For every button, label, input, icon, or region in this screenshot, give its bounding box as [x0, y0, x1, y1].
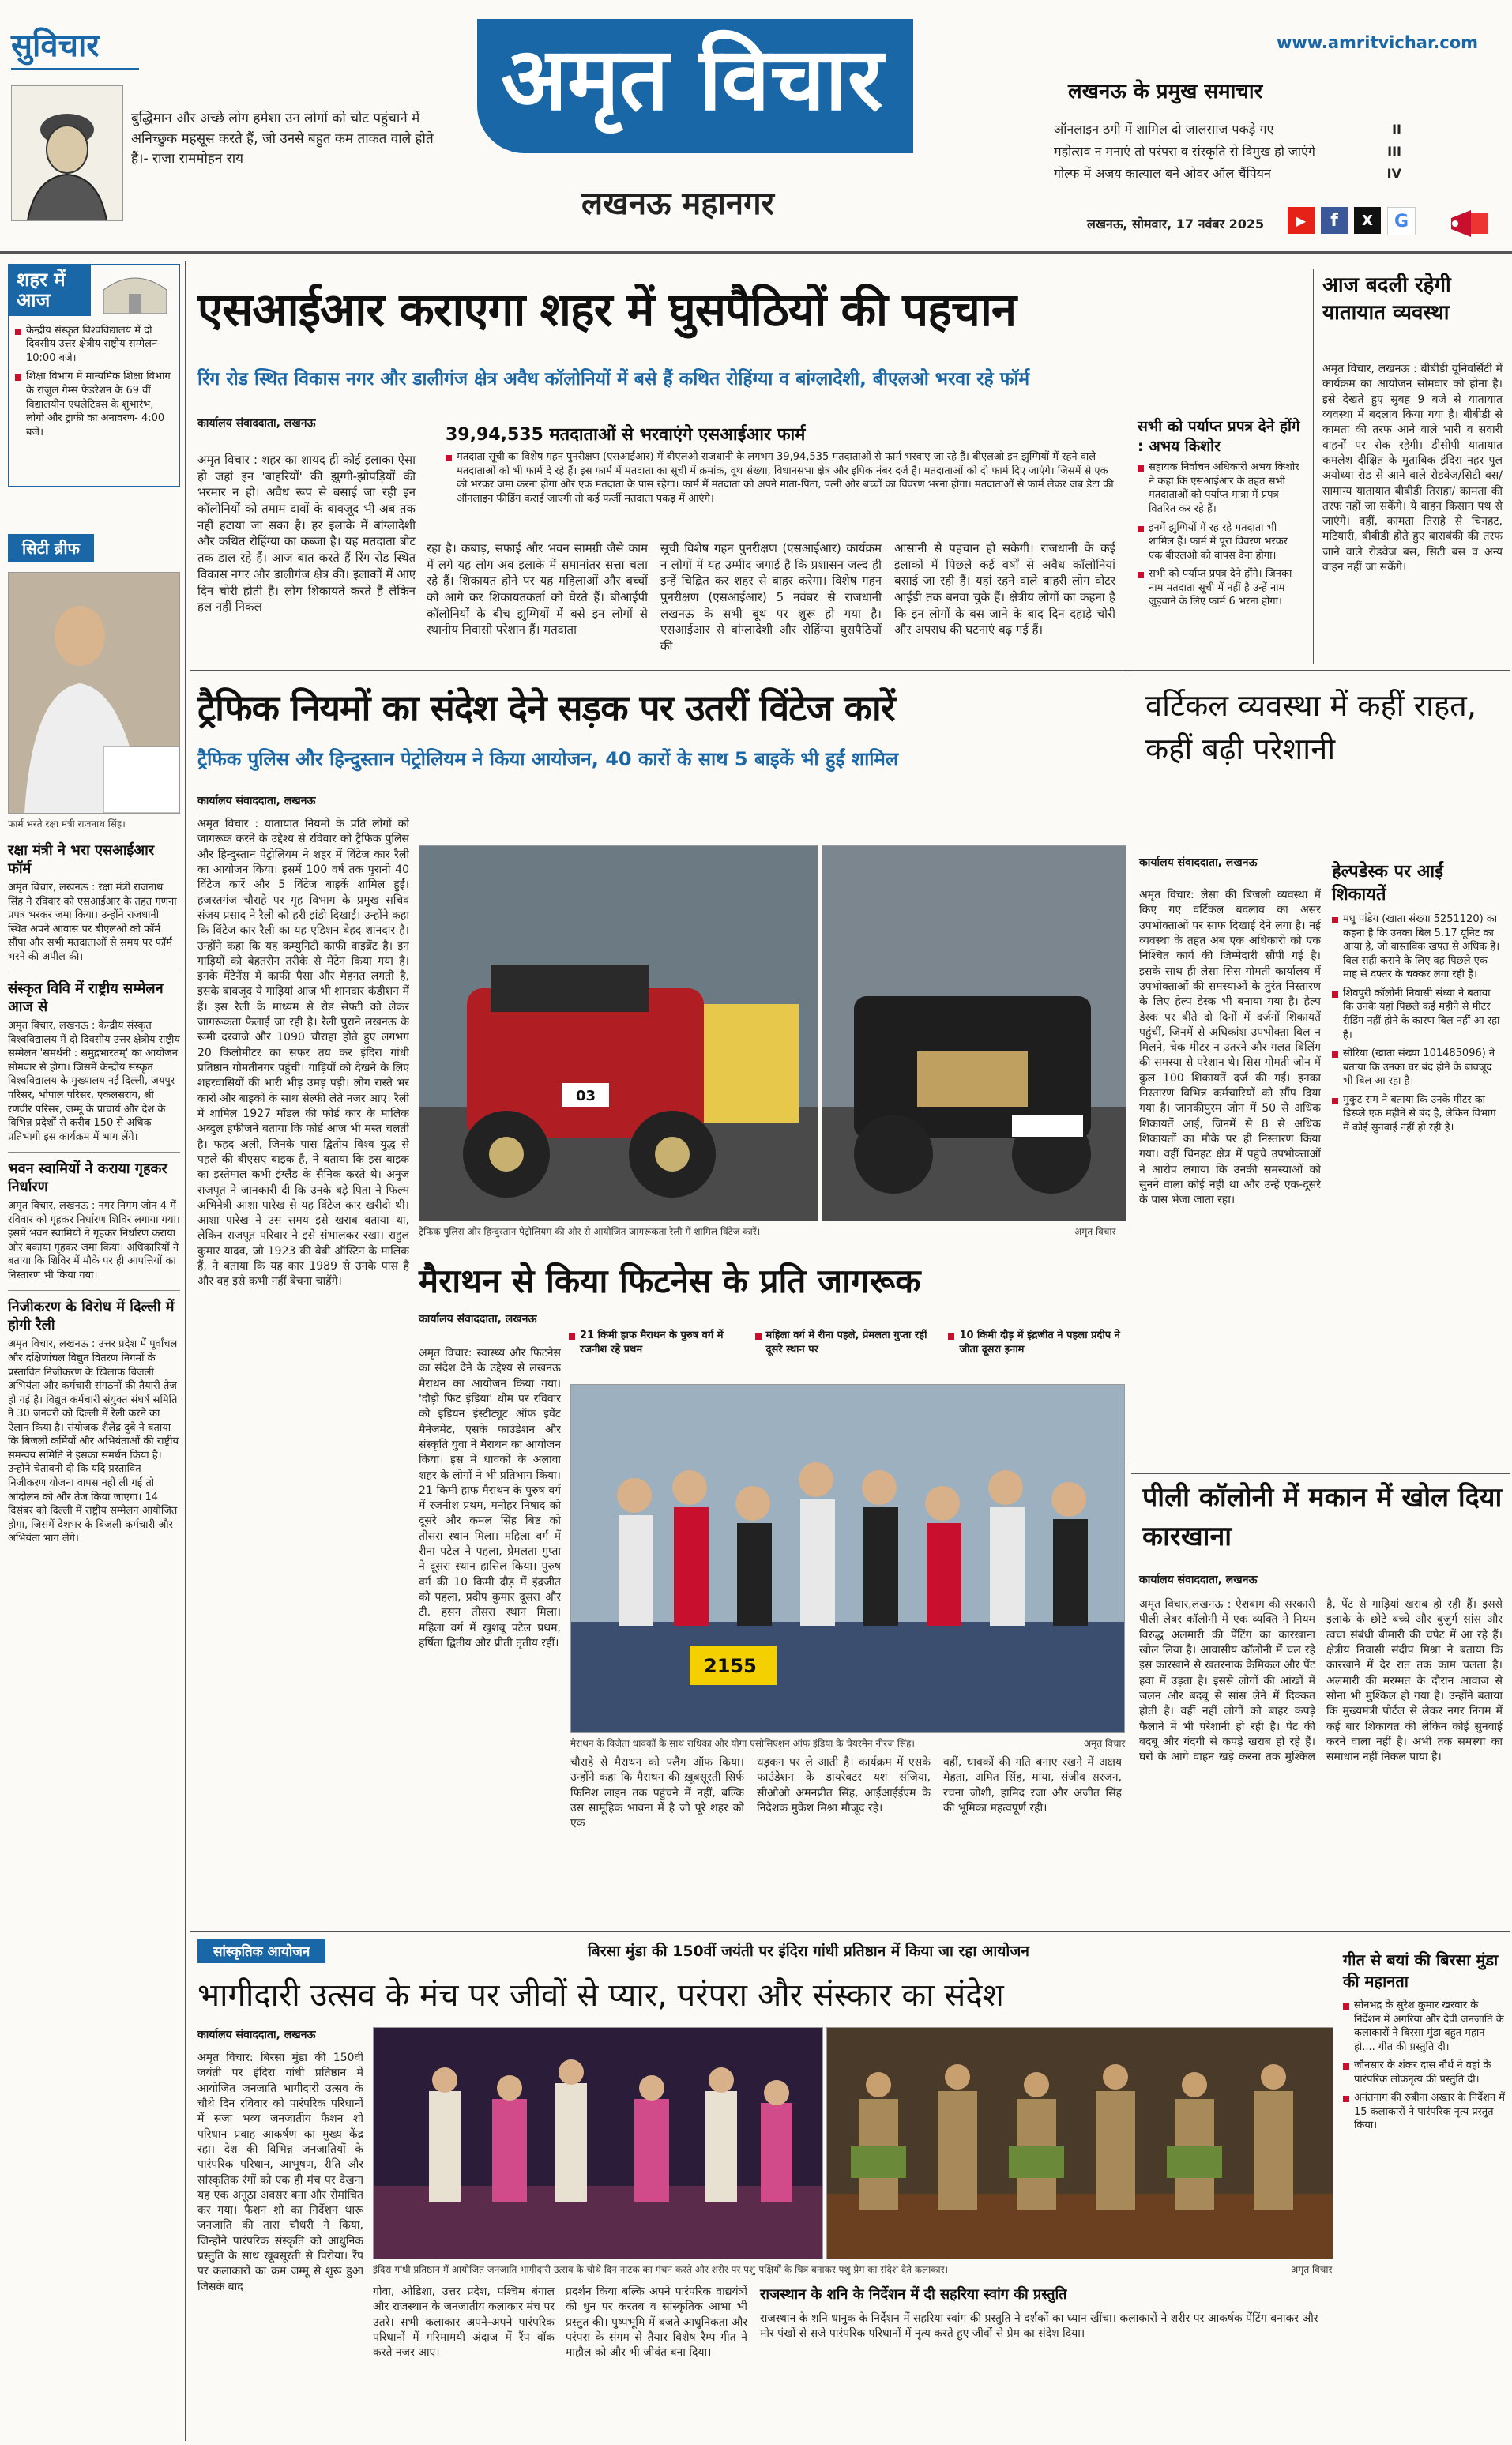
birsa-side-box: [1343, 1950, 1506, 2138]
lead-byline: कार्यालय संवाददाता, लखनऊ: [197, 417, 316, 430]
marathon-headline[interactable]: मैराथन से किया फिटनेस के प्रति जागरूक: [419, 1262, 921, 1300]
culture-body-col2: गोवा, ओडिशा, उत्तर प्रदेश, पश्चिम बंगाल और राजस्थान के जनजातीय कलाकार मंच पर उतरे। सभी कलाकार अपने-अपने पारंपरिक परिधानों में गरिमामयी अंदाज में रैंप वॉक करते नजर आए।: [373, 2285, 555, 2360]
stage-box-title: राजस्थान के शनि के निर्देशन में दी सहरिया स्वांग की प्रस्तुति: [760, 2286, 1067, 2303]
side-box-item: इनमें झुग्गियों में रह रहे मतदाता भी शामिल हैं। फार्म में पूरा विवरण भरकर एक बीएलओ को वापस देना होगा।: [1138, 521, 1303, 563]
lead-body-col3: सूची विशेष गहन पुनरीक्षण (एसआईआर) कार्यक्रम न लोगों में यह उम्मीद जगाई है कि प्रशासन जल्द ही इन्हें चिह्नित कर शहर से बाहर करेगा। विशेष गहन पुनरीक्षण (एसआईआर) 5 नवंबर से राजधानी लखनऊ के सभी बूथ पर शुरू हो गया है। एसआईआर से बांग्लादेशी और रोहिंग्या घुसपैठियों की: [660, 541, 882, 654]
website-url[interactable]: www.amritvichar.com: [1277, 33, 1479, 52]
prominent-news-title: लखनऊ के प्रमुख समाचार: [1068, 80, 1263, 103]
peeli-body: अमृत विचार,लखनऊ : ऐशबाग की सरकारी पीली लेबर कॉलोनी में एक व्यक्ति ने नियम विरुद्ध अलमारी की पेंटिंग का कारखाना खोल लिया है। आवासीय कॉलोनी में चल रहे इस कारखाने से खतरनाक केमिकल और पेंट हवा में उड़ता है। इससे लोगों की आंखों में जलन और बदबू से सांस लेने में दिक्कत होती है। वहीं नहीं लोगों को बाहर कपड़े फैलाने में भी परेशानी हो रही है। पेंट की बदबू और गंदगी से कपड़े खराब हो रहे हैं। घरों के आगे वाहन खड़े करना तक मुश्किल है, पेंट से गाड़ियां खराब हो रही हैं। इससे इलाके के छोटे बच्चे और बुजुर्ग सांस और त्वचा संबंधी बीमारी की चपेट में आ रहे हैं। क्षेत्रीय निवासी संदीप मिश्रा ने बताया कि कारखाने में देर रात तक काम चलता है। अलमारी की मरम्मत के दौरान आवाज से सोना भी मुश्किल हो गया है। उन्होंने बताया कि मुख्यमंत्री पोर्टल से लेकर नगर निगम में कई बार शिकायत की लेकिन कोई सुनवाई करने वाला नहीं है। अभी तक समस्या का समाधान नहीं निकल पाया है।: [1139, 1598, 1503, 1764]
side-box-item: सभी को पर्याप्त प्रपत्र देने होंगे। जिनका नाम मतदाता सूची में नहीं है उन्हें नाम जुड़वाने के लिए फार्म 6 भरना होगा।: [1138, 567, 1303, 609]
car-plate-number: 03: [576, 1088, 596, 1104]
helpdesk-item: मधु पांडेय (खाता संख्या 5251120) का कहना है कि उनका बिल 5.17 यूनिट का आया है, जो वास्तविक खपत से अधिक है। बिल सही कराने के लिए वह पिछले एक माह से दफ्तर के चक्कर लगा रही हैं।: [1332, 912, 1503, 982]
social-icons: [1288, 207, 1416, 235]
paper-logo: [477, 19, 913, 153]
x-icon[interactable]: X: [1354, 207, 1381, 234]
city-brief-title: सिटी ब्रीफ: [8, 534, 94, 562]
page-number: II: [1392, 122, 1401, 137]
culture-photo-right: [826, 2027, 1333, 2259]
culture-byline: कार्यालय संवाददाता, लखनऊ: [197, 2029, 316, 2041]
quote-text: बुद्धिमान और अच्छे लोग हमेशा उन लोगों को चोट पहुंचाने में अनिच्छुक महसूस करते हैं, जो उनसे बहुत कम ताकत वाले होते हैं।- राजा राममोहन राय: [131, 111, 434, 167]
google-icon[interactable]: G: [1387, 207, 1416, 235]
marathon-bib-number: 2155: [704, 1655, 757, 1677]
lead-body-col1: अमृत विचार : शहर का शायद ही कोई इलाका ऐसा हो जहां इन 'बाहरियों' की झुग्गी-झोपड़ियों की भरमार न हो। अवैध रूप से बसाई जा रही इन कॉलोनियों को तमाम दावों के बावजूद भी अब तक नहीं हटाया जा सका है। हर इलाके में बांग्लादेशी और कथित रोहिंग्या का कब्जा है। यह मतदाता बोट तक डाल रहे हैं। आज बात करते हैं रिंग रोड स्थित विकास नगर और डालीगंज क्षेत्र की। इलाकों में आए दिन चोरी होती है। लोग शिकायतें करते हैं लेकिन हल नहीं निकल: [197, 453, 416, 615]
megaphone-icon: [1447, 204, 1495, 243]
marathon-highlight: 10 किमी दौड़ में इंद्रजीत ने पहला प्रदीप ने जीता दूसरा इनाम: [948, 1329, 1122, 1356]
vintage-photo-credit: अमृत विचार: [1074, 1226, 1116, 1237]
prominent-item[interactable]: गोल्फ में अजय कात्याल बने ओवर ऑल चैंपियन IV: [1054, 163, 1401, 185]
marathon-highlights: [569, 1329, 1122, 1361]
paper-name: अमृत विचार: [501, 28, 883, 130]
masthead-rule: [0, 251, 1512, 254]
marathon-photo-caption: मैराथन के विजेता धावकों के साथ राधिका और योगा एसोसिएशन ऑफ इंडिया के चेयरमैन नीरज सिंह।: [570, 1738, 915, 1749]
culture-top-rule: [190, 1931, 1510, 1932]
brief-column: [8, 842, 180, 1546]
culture-body-col3: प्रदर्शन किया बल्कि अपने पारंपरिक वाद्ययंत्रों की धुन पर करतब व सांस्कृतिक आभा भी प्रस्तुत की। पुष्पभूमि में बजते आधुनिकता और परंपरा के संगम से तैयार विशेष रैम्प गीत ने माहौल को और भी जीवंत बना दिया।: [566, 2285, 747, 2360]
page-number: IV: [1386, 166, 1401, 181]
city-box: [8, 264, 180, 487]
issue-date: लखनऊ, सोमवार, 17 नवंबर 2025: [1087, 216, 1265, 231]
lead-body-col2: रहा है। कबाड़, सफाई और भवन सामग्री जैसे काम में लगे यह लोग अब इलाके में समानांतर सत्ता चला रहे हैं। शिकायत होने पर यह महिलाओं और बच्चों को आगे कर शिकायतकर्ता को घेरते हैं। बीआईपी कॉलोनियों के बीच झुग्गियों में बसे इन लोगों से स्थानीय निवासी परेशान हैं। मतदाता: [427, 541, 648, 638]
culture-photo-left: [373, 2027, 823, 2259]
city-brief-label: [8, 534, 179, 562]
vintage-car-photo-right: [822, 845, 1126, 1221]
vintage-byline: कार्यालय संवाददाता, लखनऊ: [197, 795, 316, 807]
peeli-byline: कार्यालय संवाददाता, लखनऊ: [1139, 1574, 1258, 1586]
culture-headline[interactable]: भागीदारी उत्सव के मंच पर जीवों से प्यार, परंपरा और संस्कार का संदेश: [197, 1977, 1004, 2014]
lead-body-col4: आसानी से पहचान हो सकेगी। राजधानी के कई इलाकों में पिछले कई वर्षों से अवैध कॉलोनियां बसाई जा रही हैं। यहां रहने वाले बाहरी लोग वोटर आईडी तक बनवा चुके हैं। क्षेत्रीय लोगों का कहना है कि इन लोगों के बस जाने के बाद दिन दहाड़े चोरी और अपराध की घटनाएं बढ़ गई हैं।: [894, 541, 1115, 638]
city-event-item: केन्द्रीय संस्कृत विश्वविद्यालय में दो दिवसीय उत्तर क्षेत्रीय राष्ट्रीय सम्मेलन- 10:00 बजे।: [15, 324, 173, 366]
side-box-item: सहायक निर्वाचन अधिकारी अभय किशोर ने कहा कि एसआईआर के तहत सभी मतदाताओं को पर्याप्त मात्रा में प्रपत्र वितरित कर रहे हैं।: [1138, 461, 1303, 516]
marathon-highlight: 21 किमी हाफ मैराथन के पुरुष वर्ग में रजनीश रहे प्रथम: [569, 1329, 743, 1356]
culture-section-tag: सांस्कृतिक आयोजन: [197, 1939, 325, 1963]
prominent-item[interactable]: ऑनलाइन ठगी में शामिल दो जालसाज पकड़े गए II: [1054, 118, 1401, 141]
raja-rammohan-roy-portrait: [11, 85, 123, 221]
vintage-car-photo-left: [419, 845, 818, 1221]
peeli-top-rule: [1131, 1473, 1510, 1474]
stage-box-body: राजस्थान के शनि धानुक के निर्देशन में सहरिया स्वांग की प्रस्तुति ने दर्शकों का ध्यान खींचा। कलाकारों ने शरीर पर आकर्षक पेंटिंग बनाकर और मोर पंखों से सजे पारंपरिक परिधानों में नृत्य करते हुए जीवों से प्रेम का संदेश दिया।: [760, 2312, 1318, 2340]
brief-body: अमृत विचार, लखनऊ : उत्तर प्रदेश में पूर्वांचल और दक्षिणांचल विद्युत वितरण निगमों के प्रस्तावित निजीकरण के खिलाफ बिजली अभियंता और कर्मचारी संगठनों की तैयारी तेज हो गई है। विद्युत कर्मचारी संयुक्त संघर्ष समिति ने 30 जनवरी को दिल्ली में रैली करने का ऐलान किया है। संयोजक शैलेंद्र दुबे ने बताया कि बिजली कर्मियों और अभियंताओं की राष्ट्रीय समन्वय समिति ने इसका समर्थन किया है। उन्होंने चेतावनी दी कि यदि प्रस्तावित निजीकरण योजना वापस नहीं ली गई तो आंदोलन को और तेज किया जाएगा। 14 दिसंबर को दिल्ली में राष्ट्रीय सम्मेलन आयोजित होगा, जिसमें देशभर के बिजली कर्मचारी और अभियंता भाग लेंगे।: [8, 1338, 179, 1545]
traffic-body: अमृत विचार, लखनऊ : बीबीडी यूनिवर्सिटी में कार्यक्रम का आयोजन सोमवार को होना है। इसे देखते हुए सुबह 9 बजे से यातायात व्यवस्था में बदलाव किया गया है। बीबीडी से कामता की तरफ आने वाले भारी व सवारी वाहनों पर रोक रहेगी। डीसीपी यातायात कमलेश दीक्षित के मुताबिक इंदिरा नहर पुल अयोध्या रोड से आने वाले रोडवेज/सिटी बस/ सामान्य यातायात बीबीडी तिराहा/ कामता की तरफ नहीं जा सकेंगे। ये वाहन किसान पथ से जाएंगे। वहीं, कामता तिराहे से चिनहट, मटियारी, बीबीडी होते हुए बाराबंकी की तरफ जाने वाले रोडवेज बस, सिटी बस व अन्य वाहन नहीं जा सकेंगे।: [1322, 363, 1503, 574]
birsa-side-item: जौनसार के शंकर दास नौर्थ ने वहां के पारंपरिक लोकनृत्य की प्रस्तुति दी।: [1343, 2059, 1506, 2086]
culture-kicker: बिरसा मुंडा की 150वीं जयंती पर इंदिरा गांधी प्रतिष्ठान में किया जा रहा आयोजन: [588, 1943, 1029, 1960]
marathon-byline: कार्यालय संवाददाता, लखनऊ: [419, 1313, 537, 1326]
helpdesk-item: मुकुट राम ने बताया कि उनके मीटर का डिस्प्ले एक महीने से बंद है, लेकिन विभाग में कोई सुनवाई नहीं हो रही है।: [1332, 1093, 1503, 1135]
right-column-divider: [1313, 269, 1314, 664]
lead-side-box: [1138, 417, 1303, 614]
marathon-body-col4: वहीं, धावकों की गति बनाए रखने में अक्षय मेहता, अमित सिंह, माया, संजीव सरजन, रचना जोशी, हामिद रजा और अजीत सिंह की भूमिका महत्वपूर्ण रही।: [943, 1756, 1122, 1815]
culture-photo-caption: इंदिरा गांधी प्रतिष्ठान में आयोजित जनजाति भागीदारी उत्सव के चौथे दिन नाटक का मंचन करते और शरीर पर पशु-पक्षियों के चित्र बनाकर पशु प्रेम का संदेश देते कलाकार।: [373, 2264, 949, 2275]
rajnath-singh-photo: [8, 572, 180, 814]
culture-body-col1: अमृत विचार: बिरसा मुंडा की 150वीं जयंती पर इंदिरा गांधी प्रतिष्ठान में आयोजित जनजाति भागीदारी उत्सव के चौथे दिन रविवार को पारंपरिक परिधानों में सजा भव्य जनजातीय फैशन शो परिधान प्रवाह आकर्षण का मुख्य केंद्र रहा। देश की विभिन्न जनजातियों के पारंपरिक परिधान, आभूषण, रीति और सांस्कृतिक रंगों को एक ही मंच पर देखना यह एक अनूठा अवसर बना और रोमांचित कर गया। फैशन शो का निर्देशन थारू जनजाति की तारा चौधरी ने किया, जिन्होंने पारंपरिक संस्कृति को आधुनिक प्रस्तुति के साथ खूबसूरती से पिरोया। रैंप पर कलाकारों का क्रम जम्मू से शुरू हुआ जिसके बाद: [197, 2052, 363, 2293]
page-number: III: [1387, 144, 1401, 159]
suvichar-underline: [11, 68, 139, 70]
vintage-subheadline: ट्रैफिक पुलिस और हिन्दुस्तान पेट्रोलियम ने किया आयोजन, 40 कारों के साथ 5 बाइकें भी हुईं शामिल: [197, 748, 899, 770]
vertical-byline: कार्यालय संवाददाता, लखनऊ: [1139, 856, 1258, 869]
peeli-headline[interactable]: पीली कॉलोनी में मकान में खोल दिया कारखाना: [1142, 1482, 1503, 1553]
vertical-body: अमृत विचार: लेसा की बिजली व्यवस्था में किए गए वर्टिकल बदलाव का असर उपभोक्ताओं पर साफ दिखाई देने लगा है। नई व्यवस्था के तहत अब एक अधिकारी को एक निश्चित कार्य की जिम्मेदारी सौंपी गई है। इसके साथ ही लेसा सिस गोमती कार्यालय में उपभोक्ताओं की समस्याओं के तुरंत निस्तारण के लिए हेल्प डेस्क भी बनाया गया है। हेल्प डेस्क पर बीते दो दिनों में दर्जनों शिकायतें पहुंचीं, जिनमें से अधिकांश उपभोक्ता बिल न मिलने, चेक मीटर न उतरने और गलत बिलिंग की समस्या से परेशान थे। सिस गोमती जोन में कुल 100 शिकायतें दर्ज की गईं। इनका निस्तारण विभिन्न कर्मचारियों को सौंप दिया गया है। जानकीपुरम जोन में 50 से अधिक शिकायतें आईं, जिनमें से 8 से अधिक शिकायतों का मौके पर ही निस्तारण किया गया। वहीं चिनहट क्षेत्र में पहुंचे उपभोक्ताओं ने आरोप लगाया कि उनकी समस्याओं को सुनने वाला कोई नहीं था और उन्हें एक-दूसरे के पास भेजा जाता रहा।: [1139, 889, 1321, 1207]
marathon-body-col3: धड़कन पर ले आती है। कार्यक्रम में एसके फाउंडेशन के डायरेक्टर यश संजिया, सीओओ अमनप्रीत सिंह, आईआईईएम के निदेशक मुकेश मिश्रा मौजूद रहे।: [757, 1756, 931, 1815]
vintage-body: अमृत विचार : यातायात नियमों के प्रति लोगों को जागरूक करने के उद्देश्य से रविवार को ट्रैफिक पुलिस और हिन्दुस्तान पेट्रोलियम ने शहर में विंटेज कार रैली का आयोजन किया। इसमें 100 वर्ष तक पुरानी 40 विंटेज कारें और 5 विंटेज बाइकें शामिल हुईं। हजरतगंज चौराहे पर गृह विभाग के प्रमुख सचिव संजय प्रसाद ने रैली को हरी झंडी दिखाई। उन्होंने कहा कि विंटेज कार रैली का यह एडिशन बेहद शानदार है। उन्होंने कहा कि यह कम्युनिटी काफी वाइब्रेंट है। इन गाड़ियों को बेहतरीन तरीके से मेंटेन किया गया है। इनके मेंटेनेंस में काफी पैसा और मेहनत लगती है, इसके बावजूद ये गाड़ियां आज भी शानदार कंडीशन में हैं। इस रैली के माध्यम से रोड सेफ्टी को लेकर जागरूकता फैलाई जा रही है। रैली पुराने लखनऊ के रूमी दरवाजे और 1090 चौराहा होते हुए लगभग 20 किलोमीटर का सफर तय कर इंदिरा गांधी प्रतिष्ठान गोमतीनगर पहुंची। गाड़ियों को देखने के लिए शहरवासियों की भारी भीड़ उमड़ पड़ी। लोग रास्ते भर कारों और बाइकों के साथ सेल्फी लेते नजर आए। रैली में शामिल 1927 मॉडल की फोर्ड कार के मालिक अब्दुल हफीजने बताया कि फोर्ड आज भी मस्त चलती है। फहद अली, जिनके पास द्वितीय विश्व युद्ध से पहले की बीएसए बाइक है, ने बताया कि इस बाइक का इस्तेमाल कभी इंग्लैंड के सैनिक करते थे। अनुज राजपूत ने जानकारी दी कि उनके बड़े पिता ने फिल्म अभिनेत्री आशा पारेख से यह विंटेज कार खरीदी थी। आशा पारेख ने उस समय इसे खराब बताया था, लेकिन राजपूत परिवार ने इसे संभालकर रखा। राहुल कुमार यादव, जो 1923 की बेबी ऑस्टिन के मालिक हैं, ने बताया कि यह कार 1989 से उनके पास है और वह इसे कभी नहीं बेचना चाहेंगे।: [197, 818, 409, 1288]
sidebar-divider: [185, 261, 186, 2441]
brief-title: निजीकरण के विरोध में दिल्ली में होगी रैली: [8, 1299, 175, 1333]
marathon-body-col1: अमृत विचार: स्वास्थ्य और फिटनेस का संदेश देने के उद्देश्य से लखनऊ मैराथन का आयोजन किया गया। 'दौड़ो फिट इंडिया' थीम पर रविवार को इंडियन इंस्टीट्यूट ऑफ इवेंट मैनेजमेंट, एसके फाउंडेशन और संस्कृति युवा ने मैराथन का आयोजन किया। इस में धावकों के अलावा शहर के लोगों ने भी प्रतिभाग किया। 21 किमी हाफ मैराथन के पुरुष वर्ग में रजनीश प्रथम, मनोहर निषाद को दूसरे और कमल सिंह बिष्ट को तीसरा स्थान मिला। महिला वर्ग में रीना पटेल ने पहला, प्रेमलता गुप्ता ने दूसरा स्थान हासिल किया। पुरुष वर्ग की 10 किमी दौड़ में इंद्रजीत को पहला, प्रदीप कुमार दूसरा और टी. हसन तीसरा स्थान मिला। महिला वर्ग में खुशबू पटेल प्रथम, हर्षिता द्वितीय और प्रीती तृतीय रहीं।: [419, 1347, 561, 1649]
suvichar-title: सुविचार: [11, 28, 100, 64]
birsa-side-item: सोनभद्र के सुरेश कुमार खरवार के निर्देशन में अगरिया और देवी जनजाति के कलाकारों ने बिरसा मुंडा बहुत महान हो.... गीत की प्रस्तुति दी।: [1343, 1999, 1506, 2054]
section-rule: [190, 670, 1510, 671]
vertical-headline[interactable]: वर्टिकल व्यवस्था में कहीं राहत, कहीं बढ़ी परेशानी: [1145, 688, 1476, 767]
marathon-winners-photo: [570, 1384, 1125, 1733]
brief-body: अमृत विचार, लखनऊ : केन्द्रीय संस्कृत विश्वविद्यालय में दो दिवसीय उत्तर क्षेत्रीय राष्ट्रीय सम्मेलन 'समर्थनी : समुद्रभारतम्' का आयोजन सोमवार से होगा। जिसमें केन्द्रीय संस्कृत विश्वविद्यालय के मुख्यालय नई दिल्ली, जयपुर परिसर, भोपाल परिसर, एकलसराय, श्री रणवीर परिसर, जम्मू के प्राचार्य और देश के विभिन्न प्रदेशों से करीब 150 से अधिक प्रतिभागी इस कार्यक्रम में भाग लेंगे।: [8, 1020, 180, 1143]
marathon-highlight: महिला वर्ग में रीना पहले, प्रेमलता गुप्ता रहीं दूसरे स्थान पर: [755, 1329, 936, 1356]
birsa-side-item: अनंतनाग की रुबीना अख्तर के निर्देशन में 15 कलाकारों ने पारंपरिक नृत्य प्रस्तुत किया।: [1343, 2091, 1506, 2133]
prominent-news-list: [1054, 118, 1401, 185]
brief-title: रक्षा मंत्री ने भरा एसआईआर फॉर्म: [8, 842, 155, 877]
city-box-title: शहर में आज: [9, 265, 91, 316]
brief-body: अमृत विचार, लखनऊ : नगर निगम जोन 4 में रविवार को गृहकर निर्धारण शिविर लगाया गया। इसमें भवन स्वामियों ने गृहकर निर्धारण कराया और बकाया गृहकर जमा किया। अधिकारियों ने बताया कि शिविर में मौके पर ही आपत्तियों का निस्तारण भी किया गया।: [8, 1200, 180, 1281]
edition-name: लखनऊ महानगर: [581, 186, 774, 222]
fact-box-body: मतदाता सूची का विशेष गहन पुनरीक्षण (एसआईआर) में बीएलओ राजधानी के लगभग 39,94,535 मतदाताओं से फार्म भरवाए जा रहे हैं। बीएलओ इन झुग्गियों में रहने वाले मतदाताओं को भी फार्म दे रहे हैं। इस फार्म में मतदाता का सूची में क्रमांक, वूथ संख्या, विधानसभा क्षेत्र और इपिक नंबर दर्ज है। मतदाताओं को दो फार्म दिए जाएंगे। जिसमें से एक को भरकर जमा करना होगा और एक मतदाता के पास रहेगा। फार्म में मतदाता को अपने माता-पिता, पत्नी और बच्चों का विवरण भरना होगा। मतदाताओं से फार्म लेकर जब डेटा की ऑनलाइन फीडिंग कराई जाएगी तो कई फर्जी मतदाता पकड़ में आएंगे।: [446, 450, 1122, 506]
prominent-item[interactable]: महोत्सव न मनाएं तो परंपरा व संस्कृति से विमुख हो जाएंगे III: [1054, 141, 1401, 163]
brief-title: संस्कृत विवि में राष्ट्रीय सम्मेलन आज से: [8, 980, 164, 1015]
helpdesk-box: [1332, 861, 1503, 1139]
city-event-item: शिक्षा विभाग में मान्यमिक शिक्षा विभाग के राजुल गेम्स फेडरेशन के 69 वीं विद्यालयीन एथलेटिक्स के शुभारंभ, लोगो और ट्राफी का अनावरण- 4:00 बजे।: [15, 370, 173, 439]
helpdesk-item: शिवपुरी कॉलोनी निवासी संध्या ने बताया कि उनके यहां पिछले कई महीने से मीटर रीडिंग नहीं होने के कारण बिल नहीं आ रहा है।: [1332, 987, 1503, 1042]
marathon-photo-credit: अमृत विचार: [1084, 1738, 1126, 1749]
lead-headline[interactable]: एसआईआर कराएगा शहर में घुसपैठियों की पहचान: [197, 283, 1017, 337]
vintage-photo-caption: ट्रैफिक पुलिस और हिन्दुस्तान पेट्रोलियम की ओर से आयोजित जागरूकता रैली में शामिल विंटेज कारें।: [419, 1226, 761, 1237]
building-icon: [96, 266, 175, 315]
brief-title: भवन स्वामियों ने कराया गृहकर निर्धारण: [8, 1160, 167, 1195]
lead-fact-box: [427, 422, 1122, 510]
vintage-headline[interactable]: ट्रैफिक नियमों का संदेश देने सड़क पर उतरीं विंटेज कारें: [197, 686, 895, 729]
rajnath-photo-caption: फार्म भरते रक्षा मंत्री राजनाथ सिंह।: [8, 818, 126, 829]
culture-photo-credit: अमृत विचार: [1291, 2264, 1333, 2275]
youtube-icon[interactable]: ▶: [1288, 207, 1315, 234]
brief-body: अमृत विचार, लखनऊ : रक्षा मंत्री राजनाथ सिंह ने रविवार को एसआईआर के तहत गणना प्रपत्र भरकर जमा किया। उन्होंने राजधानी स्थित अपने आवास पर बीएलओ को फॉर्म सौंपा और सभी मतदाताओं से समय पर फॉर्म भरने की अपील की।: [8, 882, 177, 963]
birsa-side-title: गीत से बयां की बिरसा मुंडा की महानता: [1343, 1950, 1499, 1991]
fact-box-title: 39,94,535 मतदाताओं से भरवाएंगे एसआईआर फार्म: [446, 425, 806, 445]
marathon-body-col2: चौराहे से मैराथन को फ्लैग ऑफ किया। उन्होंने कहा कि मैराथन की ख़ूबसूरती सिर्फ फिनिश लाइन तक पहुंचने में नहीं, बल्कि उस सामूहिक भावना में है जो पूरे शहर को एक: [570, 1756, 744, 1830]
helpdesk-title: हेल्पडेस्क पर आईं शिकायतें: [1332, 862, 1443, 905]
traffic-headline[interactable]: आज बदली रहेगी यातायात व्यवस्था: [1322, 273, 1451, 325]
lead-subheadline: रिंग रोड स्थित विकास नगर और डालीगंज क्षेत्र अवैध कॉलोनियों में बसे हैं कथित रोहिंग्या व बांग्लादेशी, बीएलओ भरवा रहे फॉर्म: [197, 369, 1030, 389]
facebook-icon[interactable]: f: [1321, 207, 1348, 234]
helpdesk-item: सीरिया (खाता संख्या 101485096) ने बताया कि उनका घर बंद होने के बावजूद भी बिल आ रहा है।: [1332, 1047, 1503, 1089]
side-box-title: सभी को पर्याप्त प्रपत्र देने होंगे : अभय किशोर: [1138, 418, 1300, 455]
